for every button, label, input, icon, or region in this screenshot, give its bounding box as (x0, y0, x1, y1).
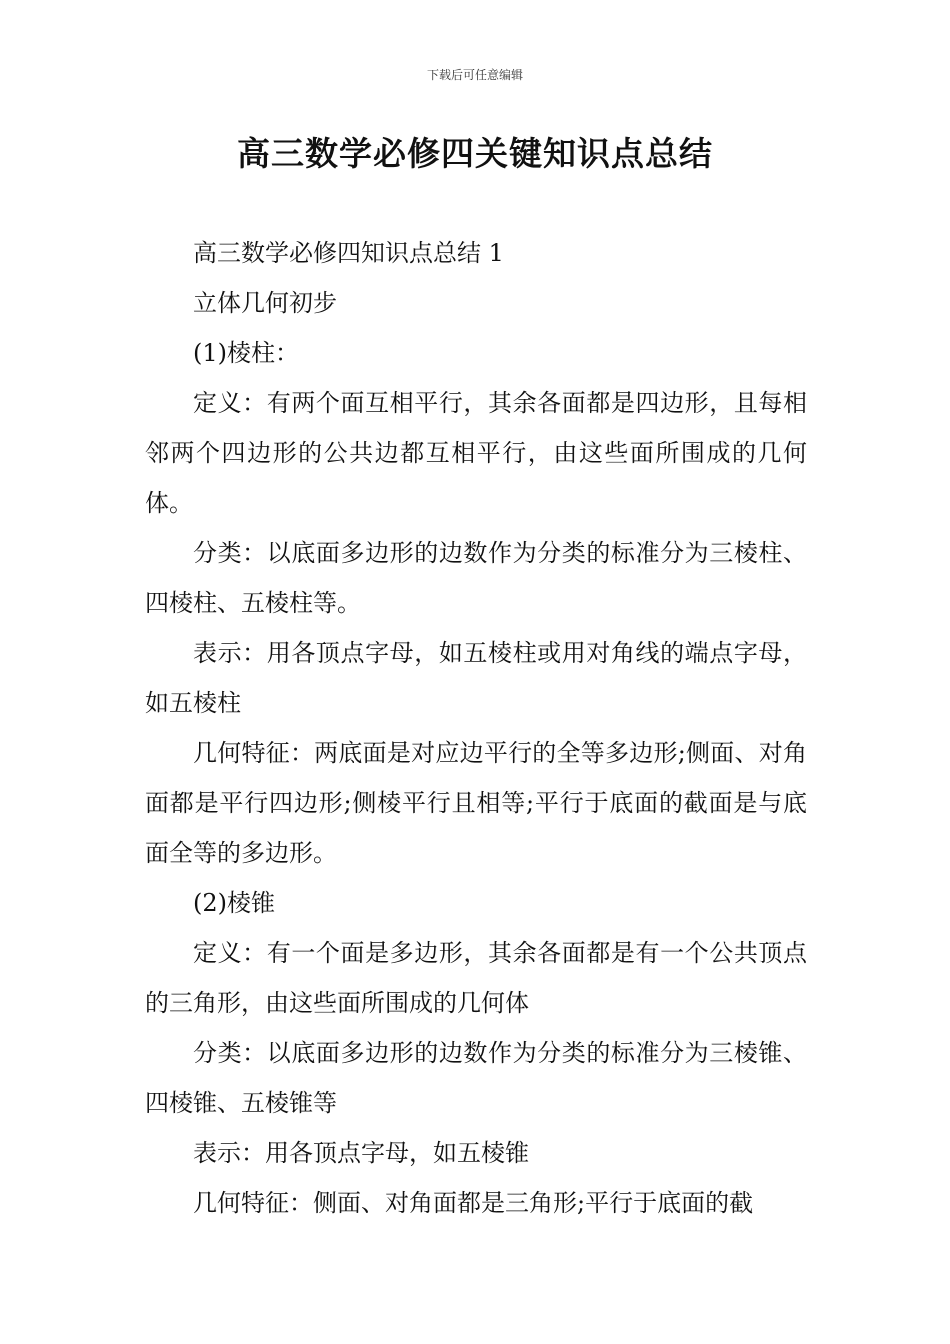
document-title: 高三数学必修四关键知识点总结 (237, 134, 713, 173)
paragraph: 表示：用各顶点字母，如五棱锥 (193, 1139, 529, 1167)
header-note: 下载后可任意编辑 (426, 68, 523, 82)
paragraph: 高三数学必修四知识点总结 1 (193, 239, 504, 267)
paragraph: 立体几何初步 (193, 289, 337, 317)
paragraph: (1)棱柱： (193, 339, 299, 367)
paragraph: 表示：用各顶点字母，如五棱柱或用对角线的端点字母，如五棱柱 (145, 639, 807, 717)
paragraph: 定义：有两个面互相平行，其余各面都是四边形，且每相邻两个四边形的公共边都互相平行，由这些面所围成的几何体。 (145, 389, 807, 517)
paragraph: 几何特征：两底面是对应边平行的全等多边形;侧面、对角面都是平行四边形;侧棱平行且相等;平行于底面的截面是与底面全等的多边形。 (145, 739, 807, 867)
paragraph: 分类：以底面多边形的边数作为分类的标准分为三棱柱、四棱柱、五棱柱等。 (145, 539, 807, 617)
document-body (145, 228, 807, 1228)
paragraph: 几何特征：侧面、对角面都是三角形;平行于底面的截 (193, 1189, 754, 1217)
paragraph: 分类：以底面多边形的边数作为分类的标准分为三棱锥、四棱锥、五棱锥等 (145, 1039, 807, 1117)
paragraph: (2)棱锥 (193, 889, 275, 917)
paragraph: 定义：有一个面是多边形，其余各面都是有一个公共顶点的三角形，由这些面所围成的几何体 (145, 939, 807, 1017)
